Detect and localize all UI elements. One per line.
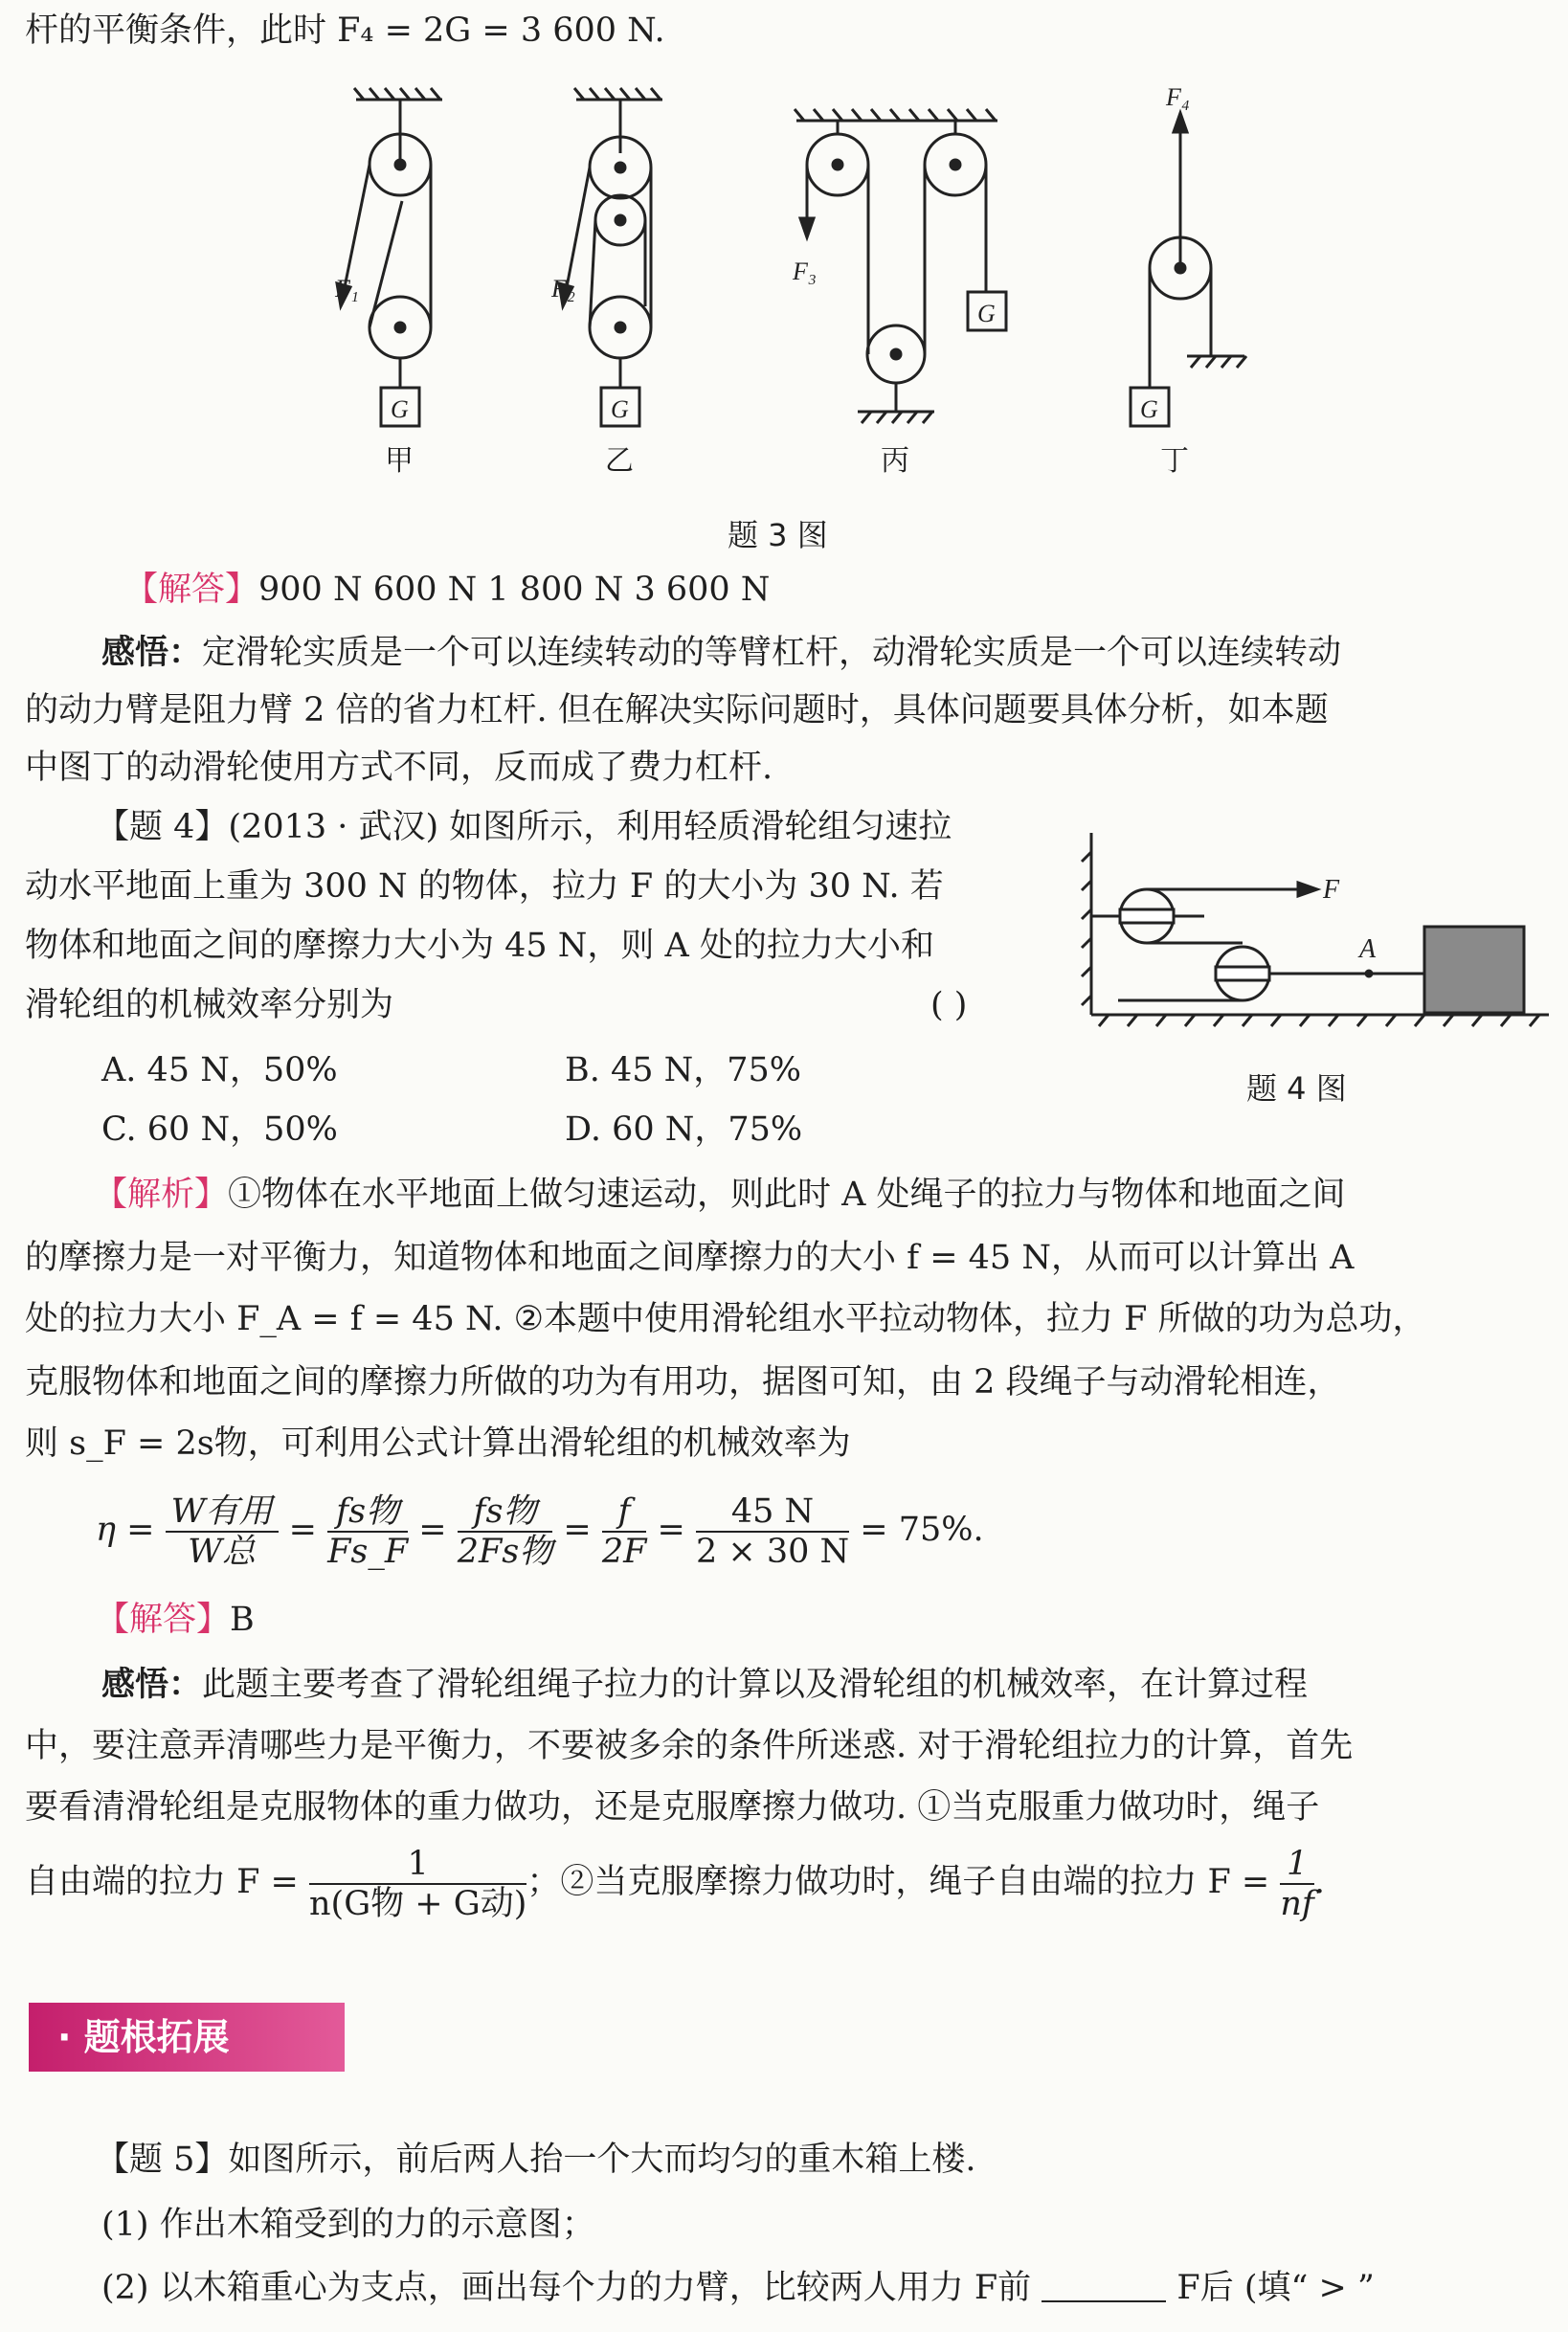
fig3-ding	[1131, 113, 1246, 426]
formula-frac-4: $\frac{f}{2F}$	[601, 1491, 647, 1571]
analysis4-line-1: 【解析】①物体在水平地面上做匀速运动，则此时 A 处绳子的拉力与物体和地面之间	[94, 1176, 1346, 1214]
top-line: 杆的平衡条件，此时 F₄ = 2G = 3 600 N.	[25, 11, 665, 50]
fig3-label-f4: F₄	[1166, 83, 1190, 111]
insight3-line-1: 感悟：定滑轮实质是一个可以连续转动的等臂杠杆，动滑轮实质是一个可以连续转动	[101, 634, 1342, 672]
fig3-jia	[337, 88, 442, 426]
fig4-label-a: A	[1359, 934, 1377, 964]
answer4-tag: 【解答】	[96, 1601, 231, 1639]
insight3-line-2: 的动力臂是阻力臂 2 倍的省力杠杆. 但在解决实际问题时，具体问题要具体分析，如本题	[25, 691, 1329, 729]
figure-3-pulleys	[0, 67, 1568, 565]
insight4-tag: 感悟：	[101, 1666, 203, 1704]
fig3-label-g: G	[977, 300, 996, 327]
fig4-caption: 题 4 图	[1246, 1070, 1347, 1107]
insight4-frac-1: $\frac{1}{\text{n(G物 + G动)}}$	[309, 1844, 527, 1923]
q4-tag: 【题 4】	[96, 808, 229, 846]
fig3-label-f1: F₁	[335, 275, 359, 303]
q4-line-1: 【题 4】(2013 · 武汉) 如图所示，利用轻质滑轮组匀速拉	[96, 808, 952, 846]
fig3-bing	[795, 109, 1006, 423]
insight4-line-2: 中，要注意弄清哪些力是平衡力，不要被多余的条件所迷惑. 对于滑轮组拉力的计算，首先	[25, 1727, 1354, 1765]
insight3-line-3: 中图丁的动滑轮使用方式不同，反而成了费力杠杆.	[25, 749, 773, 787]
q5-line-3: (2) 以木箱重心为支点，画出每个力的力臂，比较两人用力 F前 F后 (填“ > ”	[101, 2269, 1375, 2307]
insight4-line-1: 感悟：此题主要考查了滑轮组绳子拉力的计算以及滑轮组的机械效率，在计算过程	[101, 1666, 1309, 1704]
formula-frac-3: $\frac{\text{fs物}}{\text{2Fs物}}$	[457, 1491, 553, 1571]
fig3-label-g: G	[391, 395, 409, 423]
fig3-caption: 题 3 图	[728, 517, 828, 553]
answer4-text: B	[230, 1601, 255, 1639]
q4-paren: ( )	[930, 986, 968, 1024]
fig4-label-f: F	[1323, 875, 1340, 905]
answer4	[96, 1597, 255, 1643]
fig3-subcap-jia: 甲	[385, 444, 414, 478]
fig3-yi	[559, 88, 662, 426]
section-banner: · 题根拓展	[29, 2003, 345, 2072]
q4-line-4: 滑轮组的机械效率分别为	[25, 986, 394, 1024]
q5-line-1: 【题 5】如图所示，前后两人抬一个大而均匀的重木箱上楼.	[96, 2141, 976, 2179]
q4-line-3: 物体和地面之间的摩擦力大小为 45 N，则 A 处的拉力大小和	[25, 927, 934, 965]
fig3-subcap-yi: 乙	[605, 444, 634, 478]
fig3-label-g: G	[611, 395, 629, 423]
q4-option-a: A. 45 N，50%	[101, 1051, 338, 1089]
formula-frac-1: $\frac{\text{W有用}}{\text{W总}}$	[166, 1492, 279, 1571]
q5-line-2: (1) 作出木箱受到的力的示意图；	[101, 2206, 595, 2244]
analysis4-line-3: 处的拉力大小 F_A = f = 45 N. ②本题中使用滑轮组水平拉动物体，拉力 F 所做的功为总功，	[25, 1300, 1426, 1338]
fig3-subcap-bing: 丙	[881, 444, 909, 478]
formula-frac-5: $\frac{45 N}{2 \times 30 N}$	[695, 1491, 850, 1571]
q4-option-b: B. 45 N，75%	[565, 1051, 802, 1089]
efficiency-formula: η = $\frac{\text{W有用}}{\text{W总}}$ = $\frac{\text{fs物}}{Fs\_F}$ = $\frac{\text{fs物}}{\text{2Fs物}}$ = $\frac{f}{2F}$ = $\frac{45 N}{2 \times 30 N}$ = 75%.	[96, 1491, 984, 1571]
q4-line-2: 动水平地面上重为 300 N 的物体，拉力 F 的大小为 30 N. 若	[25, 867, 944, 906]
analysis4-line-2: 的摩擦力是一对平衡力，知道物体和地面之间摩擦力的大小 f = 45 N，从而可以计算出 A	[25, 1239, 1355, 1277]
q4-option-d: D. 60 N，75%	[565, 1110, 803, 1149]
insight4-line-4: 自由端的拉力 F = $\frac{1}{\text{n(G物 + G动)}}$ ；②当克服摩擦力做功时，绳子自由端的拉力 F = $\frac{1}{nf}$ .	[25, 1844, 1326, 1923]
fig3-label-f3: F₃	[793, 258, 817, 285]
q4-option-c: C. 60 N，50%	[101, 1110, 338, 1149]
answer3-text: 900 N 600 N 1 800 N 3 600 N	[258, 571, 771, 609]
q5-answer-blank[interactable]	[1042, 2272, 1166, 2302]
figure-4-pulley-system	[1080, 823, 1558, 1034]
answer3	[124, 567, 770, 613]
fig3-label-f2: F₂	[551, 275, 575, 303]
answer3-tag: 【解答】	[124, 571, 259, 609]
fig3-subcap-ding: 丁	[1160, 444, 1189, 478]
insight3-tag: 感悟：	[101, 634, 203, 672]
fig3-label-g: G	[1140, 395, 1158, 423]
analysis4-tag: 【解析】	[94, 1176, 229, 1214]
analysis4-line-4: 克服物体和地面之间的摩擦力所做的功为有用功，据图可知，由 2 段绳子与动滑轮相连，	[25, 1363, 1341, 1401]
formula-frac-2: $\frac{\text{fs物}}{Fs\_F}$	[327, 1491, 409, 1571]
analysis4-line-5: 则 s_F = 2s物，可利用公式计算出滑轮组的机械效率为	[25, 1424, 851, 1463]
q5-tag: 【题 5】	[96, 2141, 229, 2179]
insight4-frac-2: $\frac{1}{nf}$	[1280, 1844, 1314, 1923]
insight4-line-3: 要看清滑轮组是克服物体的重力做功，还是克服摩擦力做功. ①当克服重力做功时，绳子	[25, 1788, 1320, 1827]
